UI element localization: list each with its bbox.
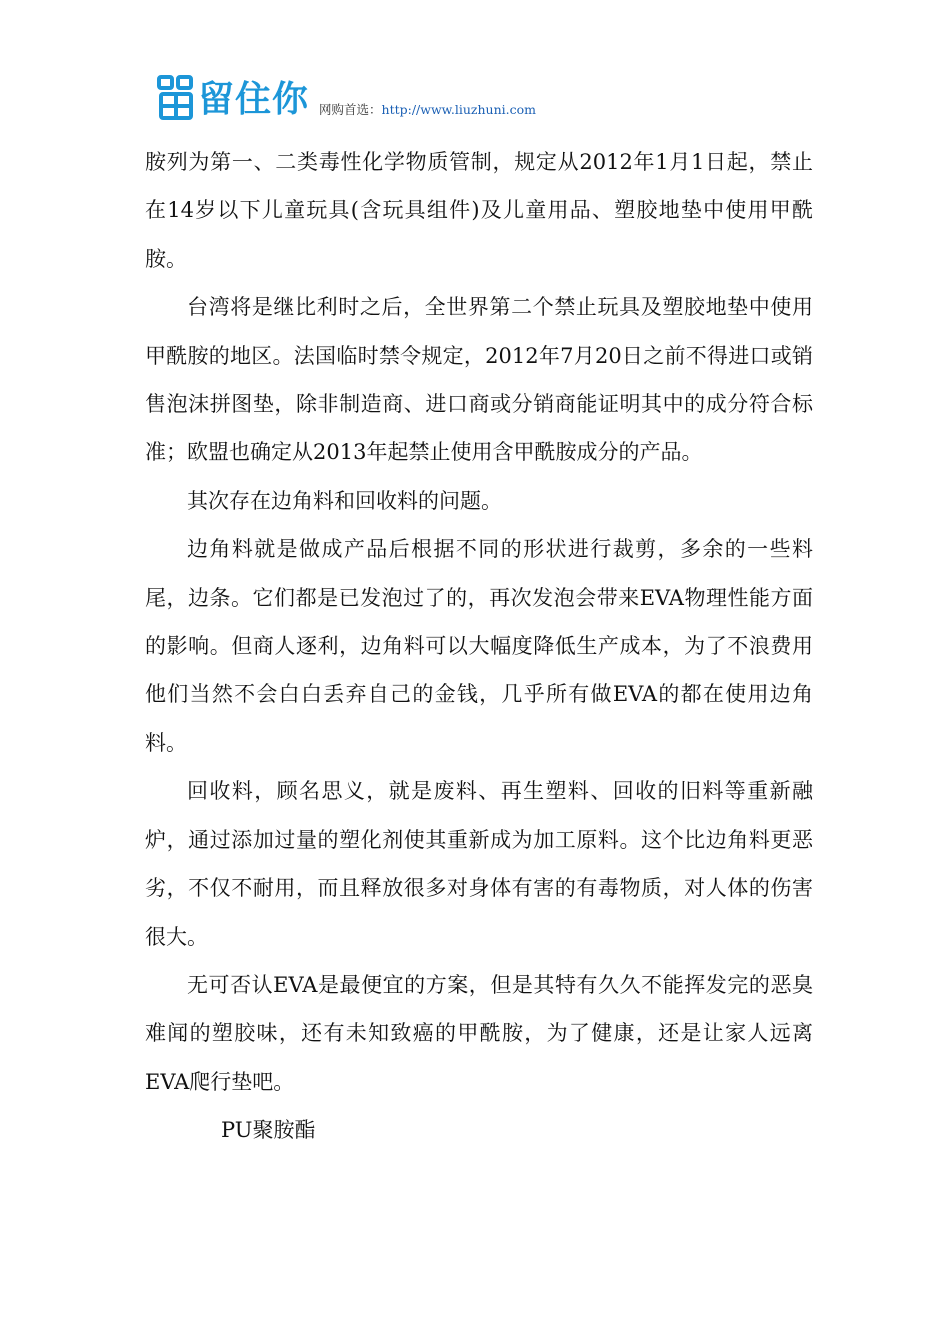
logo-text: 留住你: [198, 79, 310, 120]
paragraph: 无可否认EVA是最便宜的方案，但是其特有久久不能挥发完的恶臭难闻的塑胶味，还有未知致癌的甲酰胺，为了健康，还是让家人远离EVA爬行垫吧。: [145, 972, 813, 1094]
logo: [156, 74, 309, 122]
section-heading: PU聚胺酯: [221, 1118, 316, 1143]
document-body: [145, 138, 813, 1155]
paragraph: 台湾将是继比利时之后，全世界第二个禁止玩具及塑胶地垫中使用甲酰胺的地区。法国临时禁令规定，2012年7月20日之前不得进口或销售泡沫拼图垫，除非制造商、进口商或分销商能证明其中的成分符合标准；欧盟也确定从2013年起禁止使用含甲酰胺成分的产品。: [145, 295, 813, 465]
paragraph: 回收料，顾名思义，就是废料、再生塑料、回收的旧料等重新融炉，通过添加过量的塑化剂使其重新成为加工原料。这个比边角料更恶劣，不仅不耐用，而且释放很多对身体有害的有毒物质，对人体的伤害很大。: [145, 779, 813, 949]
paragraph: 胺列为第一、二类毒性化学物质管制，规定从2012年1月1日起，禁止在14岁以下儿童玩具(含玩具组件)及儿童用品、塑胶地垫中使用甲酰胺。: [145, 150, 813, 271]
page-header: [156, 66, 536, 122]
header-tagline: [319, 100, 536, 118]
tagline-url[interactable]: http://www.liuzhuni.com: [381, 102, 536, 117]
tagline-label: 网购首选：: [319, 102, 382, 117]
paragraph: 边角料就是做成产品后根据不同的形状进行裁剪，多余的一些料尾，边条。它们都是已发泡过了的，再次发泡会带来EVA物理性能方面的影响。但商人逐利，边角料可以大幅度降低生产成本，为了不浪费用他们当然不会白白丢弃自己的金钱，几乎所有做EVA的都在使用边角料。: [145, 537, 813, 755]
logo-icon: [156, 74, 196, 122]
paragraph: 其次存在边角料和回收料的问题。: [187, 488, 502, 513]
